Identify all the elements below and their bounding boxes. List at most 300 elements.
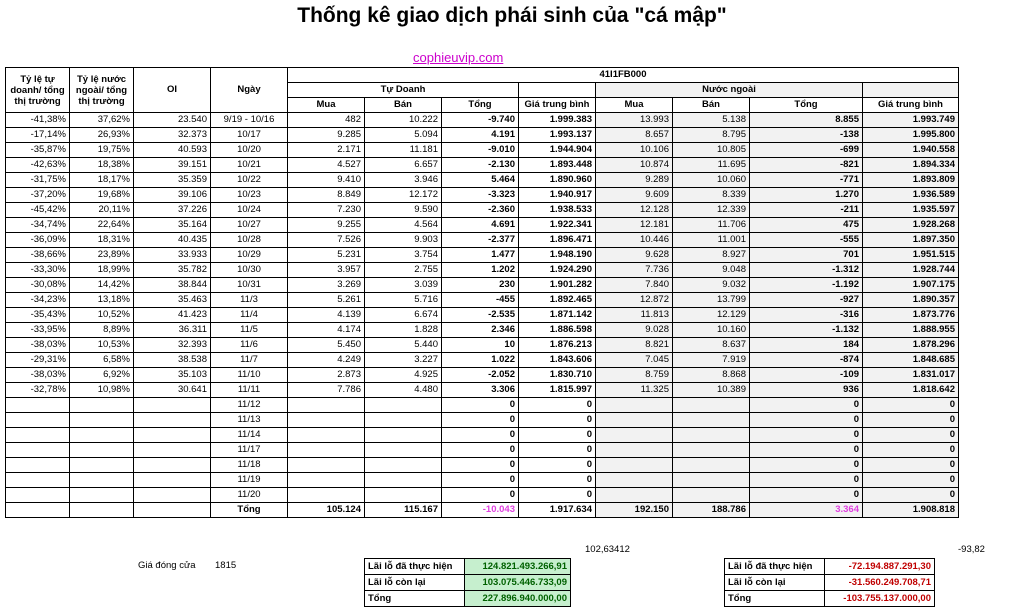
cell-nn-ban [673, 458, 750, 473]
cell-td-tong: 0 [442, 398, 519, 413]
cell-oi [134, 398, 211, 413]
table-row [6, 353, 959, 368]
cell-nn-ban: 9.048 [673, 263, 750, 278]
cell-nn-gia: 0 [863, 413, 959, 428]
cell-nn-mua: 8.759 [596, 368, 673, 383]
cell-nn-gia: 1.908.818 [863, 503, 959, 518]
close-price-label: Giá đóng cửa [138, 560, 196, 571]
cell-td-mua: 4.139 [288, 308, 365, 323]
cell-oi [134, 503, 211, 518]
header-td-gia: Giá trung bình [519, 98, 596, 113]
cell-nn-tong: 0 [750, 428, 863, 443]
cell-date: 10/24 [211, 203, 288, 218]
cell-td-tong: -2.377 [442, 233, 519, 248]
cell-td-ban: 11.181 [365, 143, 442, 158]
cell-td-ban: 4.925 [365, 368, 442, 383]
cell-td-tong: 3.306 [442, 383, 519, 398]
cell-td-gia: 0 [519, 488, 596, 503]
cell-nn-ratio: 18,31% [70, 233, 134, 248]
cell-nn-tong: -1.192 [750, 278, 863, 293]
cell-oi: 36.311 [134, 323, 211, 338]
cell-td-gia: 1.892.465 [519, 293, 596, 308]
cell-td-mua: 5.231 [288, 248, 365, 263]
cell-nn-mua: 7.045 [596, 353, 673, 368]
cell-td-gia: 1.938.533 [519, 203, 596, 218]
cell-nn-mua: 9.289 [596, 173, 673, 188]
cell-td-ratio: -35,87% [6, 143, 70, 158]
cell-td-gia: 1.871.142 [519, 308, 596, 323]
cell-oi: 37.226 [134, 203, 211, 218]
cell-oi: 35.164 [134, 218, 211, 233]
cell-date: 10/30 [211, 263, 288, 278]
cell-td-mua: 9.285 [288, 128, 365, 143]
cell-td-gia: 0 [519, 413, 596, 428]
cell-oi [134, 428, 211, 443]
cell-td-gia: 1.901.282 [519, 278, 596, 293]
cell-date: 11/20 [211, 488, 288, 503]
cell-oi: 39.151 [134, 158, 211, 173]
cell-td-tong: 0 [442, 443, 519, 458]
cell-nn-mua: 7.736 [596, 263, 673, 278]
cell-nn-gia: 0 [863, 488, 959, 503]
cell-td-mua: 4.174 [288, 323, 365, 338]
cell-oi: 40.593 [134, 143, 211, 158]
cell-nn-ratio: 10,98% [70, 383, 134, 398]
cell-td-tong: 0 [442, 413, 519, 428]
cell-date: 10/22 [211, 173, 288, 188]
header-td-ratio: Tỷ lệ tự doanh/ tổng thị trường [6, 68, 70, 113]
cell-td-ratio: -17,14% [6, 128, 70, 143]
cell-td-tong: 4.691 [442, 218, 519, 233]
table-row [6, 473, 959, 488]
cell-nn-gia: 1.818.642 [863, 383, 959, 398]
cell-td-gia: 1.876.213 [519, 338, 596, 353]
cell-td-mua: 2.873 [288, 368, 365, 383]
cell-date: 10/28 [211, 233, 288, 248]
cell-date: 10/21 [211, 158, 288, 173]
cell-td-ratio [6, 488, 70, 503]
cell-oi: 39.106 [134, 188, 211, 203]
header-contract: 41I1FB000 [288, 68, 959, 83]
cell-date: 11/3 [211, 293, 288, 308]
cell-td-gia: 0 [519, 428, 596, 443]
cell-td-ban [365, 413, 442, 428]
pl-nuoc-ngoai-table [724, 558, 935, 607]
cell-td-tong: -9.740 [442, 113, 519, 128]
cell-nn-ban: 188.786 [673, 503, 750, 518]
pl-tu-doanh-table [364, 558, 571, 607]
cell-nn-ban: 9.032 [673, 278, 750, 293]
cell-td-ban: 4.480 [365, 383, 442, 398]
cell-td-mua: 7.786 [288, 383, 365, 398]
cell-date: 9/19 - 10/16 [211, 113, 288, 128]
cell-td-mua [288, 458, 365, 473]
cell-nn-ratio: 19,75% [70, 143, 134, 158]
cell-td-mua: 3.957 [288, 263, 365, 278]
cell-td-mua: 5.450 [288, 338, 365, 353]
cell-nn-mua: 9.609 [596, 188, 673, 203]
cell-td-ratio: -35,43% [6, 308, 70, 323]
cell-nn-tong: -138 [750, 128, 863, 143]
table-row [6, 308, 959, 323]
cell-td-ban [365, 428, 442, 443]
cell-nn-ratio: 10,52% [70, 308, 134, 323]
pl-row [725, 575, 935, 591]
cell-date: 11/10 [211, 368, 288, 383]
cell-nn-tong: 8.855 [750, 113, 863, 128]
cell-td-gia: 1.993.137 [519, 128, 596, 143]
cell-oi: 32.373 [134, 128, 211, 143]
cell-td-ratio: -33,30% [6, 263, 70, 278]
cell-nn-ratio: 22,64% [70, 218, 134, 233]
cell-nn-ban: 10.060 [673, 173, 750, 188]
cell-td-gia: 0 [519, 473, 596, 488]
cell-td-mua: 3.269 [288, 278, 365, 293]
cell-nn-ratio [70, 413, 134, 428]
cell-td-mua: 5.261 [288, 293, 365, 308]
cell-nn-tong: 0 [750, 473, 863, 488]
cell-nn-tong: 184 [750, 338, 863, 353]
cell-nn-ban [673, 473, 750, 488]
cell-oi: 38.844 [134, 278, 211, 293]
cell-td-gia: 1.999.383 [519, 113, 596, 128]
cell-nn-ratio [70, 503, 134, 518]
cell-oi: 35.103 [134, 368, 211, 383]
cell-nn-ban: 12.129 [673, 308, 750, 323]
cell-td-ratio [6, 443, 70, 458]
cell-oi [134, 443, 211, 458]
cell-nn-tong: 0 [750, 458, 863, 473]
table-row [6, 278, 959, 293]
cell-td-ratio: -29,31% [6, 353, 70, 368]
header-nuoc-ngoai: Nước ngoài [596, 83, 863, 98]
cell-nn-tong: -109 [750, 368, 863, 383]
table-body [6, 113, 959, 518]
cell-nn-tong: -555 [750, 233, 863, 248]
cell-td-ban [365, 458, 442, 473]
page-title: Thống kê giao dịch phái sinh của "cá mập" [297, 4, 727, 27]
cell-nn-ratio: 20,11% [70, 203, 134, 218]
cell-td-gia: 1.924.290 [519, 263, 596, 278]
cell-td-mua: 482 [288, 113, 365, 128]
cell-nn-mua: 8.821 [596, 338, 673, 353]
cell-td-ban: 3.754 [365, 248, 442, 263]
cell-date: 10/20 [211, 143, 288, 158]
cell-nn-ban: 8.637 [673, 338, 750, 353]
cell-nn-mua: 192.150 [596, 503, 673, 518]
cell-date: 10/17 [211, 128, 288, 143]
cell-nn-mua: 12.128 [596, 203, 673, 218]
cell-nn-gia: 0 [863, 473, 959, 488]
cell-td-ban: 10.222 [365, 113, 442, 128]
cell-td-mua: 7.230 [288, 203, 365, 218]
pl-value: 124.821.493.266,91 [465, 559, 571, 575]
cell-nn-gia: 1.893.809 [863, 173, 959, 188]
header-td-tong: Tổng [442, 98, 519, 113]
cell-td-tong: 0 [442, 458, 519, 473]
pl-value: 103.075.446.733,09 [465, 575, 571, 591]
cell-nn-ban [673, 398, 750, 413]
cell-nn-gia: 0 [863, 428, 959, 443]
table-row [6, 203, 959, 218]
close-price-value: 1815 [215, 560, 237, 571]
stats-table [5, 67, 959, 518]
cell-date: 11/18 [211, 458, 288, 473]
cell-nn-ratio: 26,93% [70, 128, 134, 143]
cell-nn-ratio [70, 458, 134, 473]
cell-nn-tong: 0 [750, 398, 863, 413]
cell-td-ban: 9.590 [365, 203, 442, 218]
cell-td-ratio [6, 473, 70, 488]
cell-td-tong: 5.464 [442, 173, 519, 188]
cell-td-gia: 0 [519, 398, 596, 413]
cell-td-tong: -455 [442, 293, 519, 308]
cell-td-gia: 1.948.190 [519, 248, 596, 263]
cell-td-gia: 1.843.606 [519, 353, 596, 368]
cell-oi [134, 458, 211, 473]
cell-td-gia: 0 [519, 458, 596, 473]
cell-nn-mua: 7.840 [596, 278, 673, 293]
table-row [6, 443, 959, 458]
cell-td-ratio: -36,09% [6, 233, 70, 248]
cell-date: 11/5 [211, 323, 288, 338]
cell-nn-ratio [70, 398, 134, 413]
cell-date: 11/12 [211, 398, 288, 413]
cell-nn-ban: 5.138 [673, 113, 750, 128]
cell-td-mua: 7.526 [288, 233, 365, 248]
header-blank-td [519, 83, 596, 98]
cell-nn-ban: 8.795 [673, 128, 750, 143]
cell-nn-gia: 1.888.955 [863, 323, 959, 338]
pl-label: Tổng [725, 591, 825, 607]
cell-oi: 38.538 [134, 353, 211, 368]
cell-td-ban: 6.674 [365, 308, 442, 323]
pl-label: Lãi lỗ đã thực hiện [365, 559, 465, 575]
cell-nn-ban: 8.339 [673, 188, 750, 203]
cell-nn-mua [596, 443, 673, 458]
cell-nn-gia: 0 [863, 443, 959, 458]
table-row [6, 113, 959, 128]
cell-nn-gia: 1.897.350 [863, 233, 959, 248]
cell-nn-ratio [70, 443, 134, 458]
cell-nn-tong: 936 [750, 383, 863, 398]
cell-nn-tong: -771 [750, 173, 863, 188]
cell-date: Tổng [211, 503, 288, 518]
cell-oi [134, 488, 211, 503]
cell-date: 10/27 [211, 218, 288, 233]
cell-nn-ratio: 19,68% [70, 188, 134, 203]
cell-nn-tong: 3.364 [750, 503, 863, 518]
pl-value: -31.560.249.708,71 [825, 575, 935, 591]
cell-td-gia: 0 [519, 443, 596, 458]
cell-nn-ratio: 6,92% [70, 368, 134, 383]
cell-td-ratio: -34,23% [6, 293, 70, 308]
cell-td-tong: -2.360 [442, 203, 519, 218]
cell-td-mua [288, 413, 365, 428]
cell-nn-ban: 11.695 [673, 158, 750, 173]
cell-date: 11/6 [211, 338, 288, 353]
cell-nn-ban [673, 413, 750, 428]
cell-td-ban: 9.903 [365, 233, 442, 248]
cell-td-tong: 4.191 [442, 128, 519, 143]
cell-nn-ban: 13.799 [673, 293, 750, 308]
cell-td-mua [288, 443, 365, 458]
header-td-ban: Bán [365, 98, 442, 113]
cell-td-mua: 9.255 [288, 218, 365, 233]
cell-nn-mua: 13.993 [596, 113, 673, 128]
cell-td-tong: 1.202 [442, 263, 519, 278]
cell-nn-ban: 10.805 [673, 143, 750, 158]
cell-td-tong: -2.052 [442, 368, 519, 383]
pl-value: -72.194.887.291,30 [825, 559, 935, 575]
cell-nn-ban [673, 488, 750, 503]
cell-nn-tong: 0 [750, 443, 863, 458]
cell-date: 11/17 [211, 443, 288, 458]
cell-date: 11/14 [211, 428, 288, 443]
cell-nn-gia: 0 [863, 458, 959, 473]
header-oi: OI [134, 68, 211, 113]
cell-nn-mua: 11.813 [596, 308, 673, 323]
cell-nn-gia: 1.951.515 [863, 248, 959, 263]
pl-label: Lãi lỗ còn lại [365, 575, 465, 591]
cell-nn-tong: -316 [750, 308, 863, 323]
cell-td-mua [288, 473, 365, 488]
cell-nn-ban: 7.919 [673, 353, 750, 368]
cell-td-ratio: -32,78% [6, 383, 70, 398]
pl-row [725, 591, 935, 607]
cell-td-gia: 1.830.710 [519, 368, 596, 383]
cell-td-tong: -9.010 [442, 143, 519, 158]
cell-td-ban: 3.039 [365, 278, 442, 293]
pl-label: Lãi lỗ đã thực hiện [725, 559, 825, 575]
cell-nn-ban [673, 443, 750, 458]
table-row [6, 143, 959, 158]
cell-nn-gia: 1.995.800 [863, 128, 959, 143]
cell-td-ban: 1.828 [365, 323, 442, 338]
table-row [6, 233, 959, 248]
cell-nn-mua: 9.628 [596, 248, 673, 263]
cell-td-tong: 0 [442, 473, 519, 488]
cell-nn-mua: 12.872 [596, 293, 673, 308]
cell-td-ratio: -31,75% [6, 173, 70, 188]
cell-td-tong: -2.535 [442, 308, 519, 323]
cell-td-ratio: -45,42% [6, 203, 70, 218]
cell-nn-tong: -699 [750, 143, 863, 158]
cell-nn-ban: 8.868 [673, 368, 750, 383]
cell-nn-gia: 1.936.589 [863, 188, 959, 203]
cell-nn-gia: 1.878.296 [863, 338, 959, 353]
cell-nn-ratio: 18,38% [70, 158, 134, 173]
cell-nn-ban: 10.160 [673, 323, 750, 338]
cell-td-mua [288, 428, 365, 443]
cell-td-tong: 2.346 [442, 323, 519, 338]
pl-row [365, 575, 571, 591]
cell-td-ratio: -33,95% [6, 323, 70, 338]
header-nn-ban: Bán [673, 98, 750, 113]
cell-td-ban: 115.167 [365, 503, 442, 518]
cell-td-tong: 0 [442, 428, 519, 443]
cell-td-ban [365, 398, 442, 413]
header-td-mua: Mua [288, 98, 365, 113]
cell-date: 11/7 [211, 353, 288, 368]
table-row [6, 263, 959, 278]
cell-nn-mua: 8.657 [596, 128, 673, 143]
site-link[interactable]: cophieuvip.com [413, 50, 504, 65]
cell-nn-ban: 11.001 [673, 233, 750, 248]
cell-nn-mua: 12.181 [596, 218, 673, 233]
cell-td-ban [365, 443, 442, 458]
pl-label: Lãi lỗ còn lại [725, 575, 825, 591]
cell-oi: 40.435 [134, 233, 211, 248]
cell-td-ratio [6, 503, 70, 518]
table-row [6, 488, 959, 503]
cell-td-tong: 1.477 [442, 248, 519, 263]
table-row [6, 188, 959, 203]
cell-oi: 32.393 [134, 338, 211, 353]
cell-date: 11/11 [211, 383, 288, 398]
cell-td-mua [288, 488, 365, 503]
cell-nn-ratio: 13,18% [70, 293, 134, 308]
cell-td-ratio: -34,74% [6, 218, 70, 233]
cell-date: 11/4 [211, 308, 288, 323]
cell-nn-mua [596, 398, 673, 413]
cell-nn-gia: 1.993.749 [863, 113, 959, 128]
cell-nn-tong: 0 [750, 413, 863, 428]
cell-td-tong: 230 [442, 278, 519, 293]
cell-td-mua: 2.171 [288, 143, 365, 158]
pl-value: -103.755.137.000,00 [825, 591, 935, 607]
cell-td-ratio: -42,63% [6, 158, 70, 173]
cell-nn-ratio: 8,89% [70, 323, 134, 338]
cell-oi: 35.359 [134, 173, 211, 188]
cell-nn-mua: 10.874 [596, 158, 673, 173]
header-nn-ratio: Tỷ lệ nước ngoài/ tổng thị trường [70, 68, 134, 113]
header-tu-doanh: Tự Doanh [288, 83, 519, 98]
cell-nn-tong: 701 [750, 248, 863, 263]
cell-td-gia: 1.922.341 [519, 218, 596, 233]
cell-nn-ratio: 18,17% [70, 173, 134, 188]
cell-td-tong: -10.043 [442, 503, 519, 518]
header-blank-nn [863, 83, 959, 98]
cell-td-ban: 6.657 [365, 158, 442, 173]
cell-nn-tong: -1.312 [750, 263, 863, 278]
cell-nn-gia: 1.873.776 [863, 308, 959, 323]
cell-td-mua [288, 398, 365, 413]
cell-td-ratio: -30,08% [6, 278, 70, 293]
cell-oi: 30.641 [134, 383, 211, 398]
nn-avg-diff: -93,82 [958, 544, 985, 555]
cell-td-gia: 1.815.997 [519, 383, 596, 398]
cell-nn-ratio: 14,42% [70, 278, 134, 293]
td-avg-diff: 102,63412 [585, 544, 630, 555]
table-row [6, 248, 959, 263]
cell-nn-tong: 0 [750, 488, 863, 503]
cell-nn-tong: -1.132 [750, 323, 863, 338]
cell-nn-gia: 1.831.017 [863, 368, 959, 383]
cell-td-ratio: -38,03% [6, 368, 70, 383]
header-nn-mua: Mua [596, 98, 673, 113]
cell-nn-mua [596, 473, 673, 488]
table-row [6, 323, 959, 338]
cell-oi [134, 473, 211, 488]
table-row [6, 293, 959, 308]
table-row [6, 158, 959, 173]
cell-td-ratio [6, 428, 70, 443]
cell-td-gia: 1.893.448 [519, 158, 596, 173]
cell-td-tong: -2.130 [442, 158, 519, 173]
cell-td-ratio [6, 458, 70, 473]
cell-oi: 23.540 [134, 113, 211, 128]
